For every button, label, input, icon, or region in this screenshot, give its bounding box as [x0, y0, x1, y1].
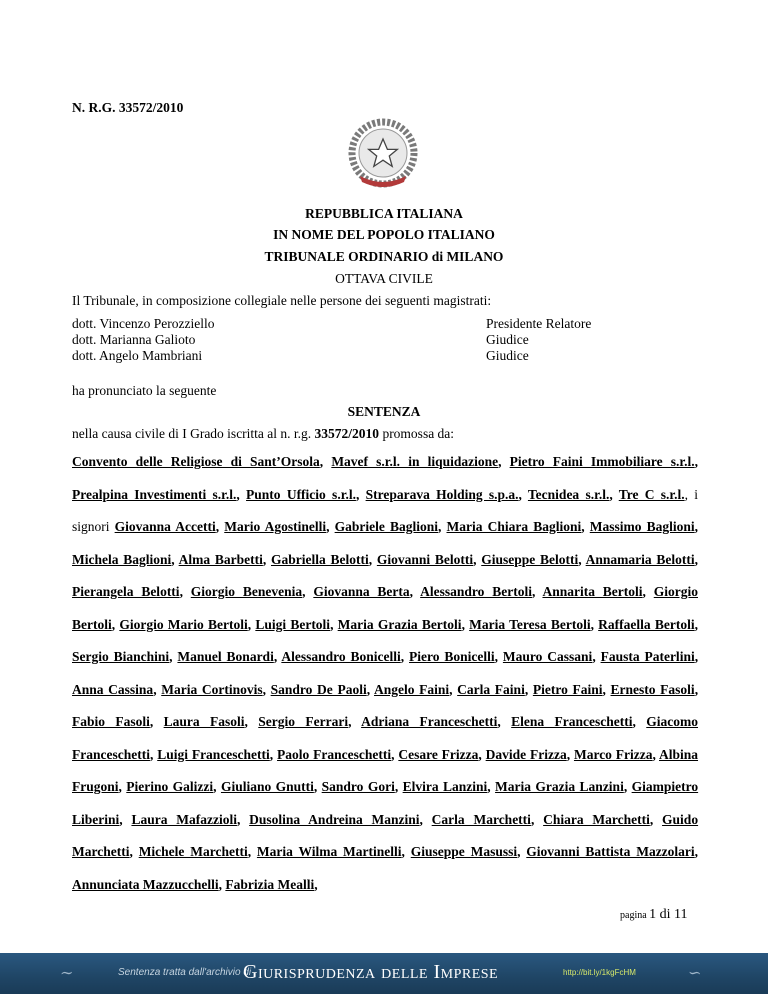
page-number: pagina 1 di 11: [620, 907, 688, 922]
party-entity: Mavef s.r.l. in liquidazione: [331, 454, 499, 469]
party-person: Giacomo Franceschetti: [72, 714, 699, 762]
footer-banner: [0, 953, 768, 994]
party-person: Chiara Marchetti: [543, 811, 650, 827]
party-person: Alessandro Bonicelli: [281, 649, 401, 664]
party-person: Giuseppe Masussi: [410, 844, 518, 859]
party-entity: Prealpina Investimenti s.r.l.: [72, 486, 237, 502]
party-person: Davide Frizza: [485, 746, 567, 762]
party-person: Marco Frizza: [573, 746, 653, 762]
party-person: Pietro Faini: [532, 681, 603, 697]
party-person: Ernesto Fasoli: [610, 681, 695, 697]
party-person: Giovanni Belotti: [376, 551, 474, 567]
party-entity: Streparava Holding s.p.a.: [365, 486, 519, 502]
party-person: Elena Franceschetti: [511, 714, 633, 729]
party-person: Annamaria Belotti: [585, 551, 695, 567]
party-person: Giorgio Benevenia: [190, 584, 303, 599]
party-person: Pierangela Belotti: [72, 584, 180, 599]
judge-role: Giudice: [486, 348, 529, 363]
sentenza-heading: SENTENZA: [347, 404, 421, 419]
party-person: Mario Agostinelli: [224, 519, 327, 534]
party-entity: Convento delle Religiose di Sant’Orsola: [72, 454, 320, 469]
party-entity: Tre C s.r.l.: [618, 486, 685, 502]
right-ornament-icon: ∽: [688, 965, 702, 982]
party-person: Giorgio Bertoli: [72, 584, 698, 632]
party-person: Laura Mafazzioli: [131, 811, 237, 827]
party-person: Sandro Gori: [321, 779, 395, 794]
party-person: Carla Faini: [457, 681, 525, 697]
party-person: Laura Fasoli: [163, 714, 245, 729]
case-number: N. R.G. 33572/2010: [72, 100, 184, 115]
party-person: Adriana Franceschetti: [361, 714, 498, 729]
party-person: Annarita Bertoli: [542, 584, 643, 599]
party-person: Carla Marchetti: [431, 811, 531, 827]
party-person: Guido Marchetti: [72, 811, 699, 859]
party-person: Pierino Galizzi: [126, 779, 214, 794]
party-person: Gabriele Baglioni: [334, 519, 438, 534]
judge-name: dott. Vincenzo Perozziello: [72, 316, 215, 331]
party-person: Alessandro Bertoli: [420, 584, 532, 599]
heading-people: IN NOME DEL POPOLO ITALIANO: [273, 227, 495, 242]
party-person: Giovanna Berta: [313, 584, 410, 599]
left-ornament-icon: ∼: [60, 965, 74, 982]
party-person: Angelo Faini: [373, 681, 450, 697]
causa-text: nella causa civile di I Grado iscritta al n. r.g. 33572/2010 promossa da:: [72, 426, 455, 441]
party-person: Giuliano Gnutti: [220, 779, 314, 794]
party-person: Maria Grazia Lanzini: [495, 779, 624, 794]
heading-section: OTTAVA CIVILE: [335, 271, 433, 286]
heading-court: TRIBUNALE ORDINARIO di MILANO: [264, 249, 504, 264]
footer-prefix: Sentenza tratta dall'archivio di: [118, 967, 252, 978]
pronounced-text: ha pronunciato la seguente: [72, 383, 217, 398]
party-person: Elvira Lanzini: [402, 779, 488, 794]
party-person: Maria Wilma Martinelli: [256, 844, 402, 859]
party-person: Michela Baglioni: [72, 551, 172, 567]
party-person: Maria Chiara Baglioni: [446, 519, 582, 534]
parties-list: Convento delle Religiose di Sant’Orsola, Mavef s.r.l. in liquidazione, Pietro Faini Immobiliare s.r.l., Prealpina Investimenti s.r.l., Punto Ufficio s.r.l., Streparava Holding s.p.a., Tecnidea s.r.l., Tre C s.r.l., i signori Giovanna Accetti, Mario Agostinelli, Gabriele Baglioni, Maria Chiara Baglioni, Massimo Baglioni, Michela Baglioni, Alma Barbetti, Gabriella Belotti, Giovanni Belotti, Giuseppe Belotti, Annamaria Belotti, Pierangela Belotti, Giorgio Benevenia, Giovanna Berta, Alessandro Bertoli, Annarita Bertoli, Giorgio Bertoli, Giorgio Mario Bertoli, Luigi Bertoli, Maria Grazia Bertoli, Maria Teresa Bertoli, Raffaella Bertoli, Sergio Bianchini, Manuel Bonardi, Alessandro Bonicelli, Piero Bonicelli, Mauro Cassani, Fausta Paterlini, Anna Cassina, Maria Cortinovis, Sandro De Paoli, Angelo Faini, Carla Faini, Pietro Faini, Ernesto Fasoli, Fabio Fasoli, Laura Fasoli, Sergio Ferrari, Adriana Franceschetti, Elena Franceschetti, Giacomo Franceschetti, Luigi Franceschetti, Paolo Franceschetti, Cesare Frizza, Davide Frizza, Marco Frizza, Albina Frugoni, Pierino Galizzi, Giuliano Gnutti, Sandro Gori, Elvira Lanzini, Maria Grazia Lanzini, Giampietro Liberini, Laura Mafazzioli, Dusolina Andreina Manzini, Carla Marchetti, Chiara Marchetti, Guido Marchetti, Michele Marchetti, Maria Wilma Martinelli, Giuseppe Masussi, Giovanni Battista Mazzolari, Annunciata Mazzucchelli, Fabrizia Mealli,: [72, 454, 699, 892]
party-person: Giuseppe Belotti: [481, 551, 579, 567]
party-person: Giampietro Liberini: [72, 779, 699, 827]
judge-role: Giudice: [486, 332, 529, 347]
party-person: Giovanna Accetti: [114, 519, 216, 534]
party-person: Gabriella Belotti: [271, 551, 369, 567]
party-entity: Tecnidea s.r.l.: [527, 486, 610, 502]
party-person: Mauro Cassani: [502, 649, 593, 664]
collegio-intro: Il Tribunale, in composizione collegiale nelle persone dei seguenti magistrati:: [72, 293, 492, 308]
party-person: Sandro De Paoli: [270, 681, 367, 697]
judge-role: Presidente Relatore: [486, 316, 592, 331]
footer-url[interactable]: http://bit.ly/1kgFcHM: [563, 968, 636, 977]
party-person: Paolo Franceschetti: [277, 746, 392, 762]
party-person: Dusolina Andreina Manzini: [249, 811, 420, 827]
party-person: Piero Bonicelli: [409, 649, 495, 664]
party-person: Fabrizia Mealli: [225, 876, 315, 892]
party-person: Alma Barbetti: [178, 551, 263, 567]
judge-name: dott. Angelo Mambriani: [72, 348, 203, 363]
party-person: Sergio Ferrari: [258, 714, 349, 729]
causa-number: 33572/2010: [314, 426, 380, 441]
party-person: Fausta Paterlini: [600, 649, 695, 664]
party-person: Manuel Bonardi: [177, 649, 274, 664]
republic-emblem-icon: [346, 118, 420, 192]
party-person: Cesare Frizza: [398, 746, 479, 762]
party-person: Maria Teresa Bertoli: [469, 616, 591, 632]
party-person: Giovanni Battista Mazzolari: [526, 844, 695, 859]
party-person: Raffaella Bertoli: [598, 616, 695, 632]
party-entity: Punto Ufficio s.r.l.: [246, 486, 356, 502]
party-person: Luigi Franceschetti: [157, 746, 270, 762]
party-person: Giorgio Mario Bertoli: [119, 616, 248, 632]
heading-republic: REPUBBLICA ITALIANA: [305, 206, 463, 221]
party-entity: Pietro Faini Immobiliare s.r.l.: [509, 454, 695, 469]
party-person: Annunciata Mazzucchelli: [72, 876, 219, 892]
party-person: Anna Cassina: [72, 681, 154, 697]
party-person: Maria Cortinovis: [161, 681, 263, 697]
party-person: Sergio Bianchini: [72, 649, 170, 664]
party-person: Maria Grazia Bertoli: [337, 616, 462, 632]
footer-title: Giurisprudenza delle Imprese: [243, 961, 499, 983]
party-person: Albina Frugoni: [72, 746, 699, 794]
judge-name: dott. Marianna Galioto: [72, 332, 196, 347]
party-person: Massimo Baglioni: [589, 519, 695, 534]
party-person: Michele Marchetti: [138, 844, 248, 859]
party-person: Luigi Bertoli: [255, 616, 331, 632]
party-person: Fabio Fasoli: [72, 714, 150, 729]
